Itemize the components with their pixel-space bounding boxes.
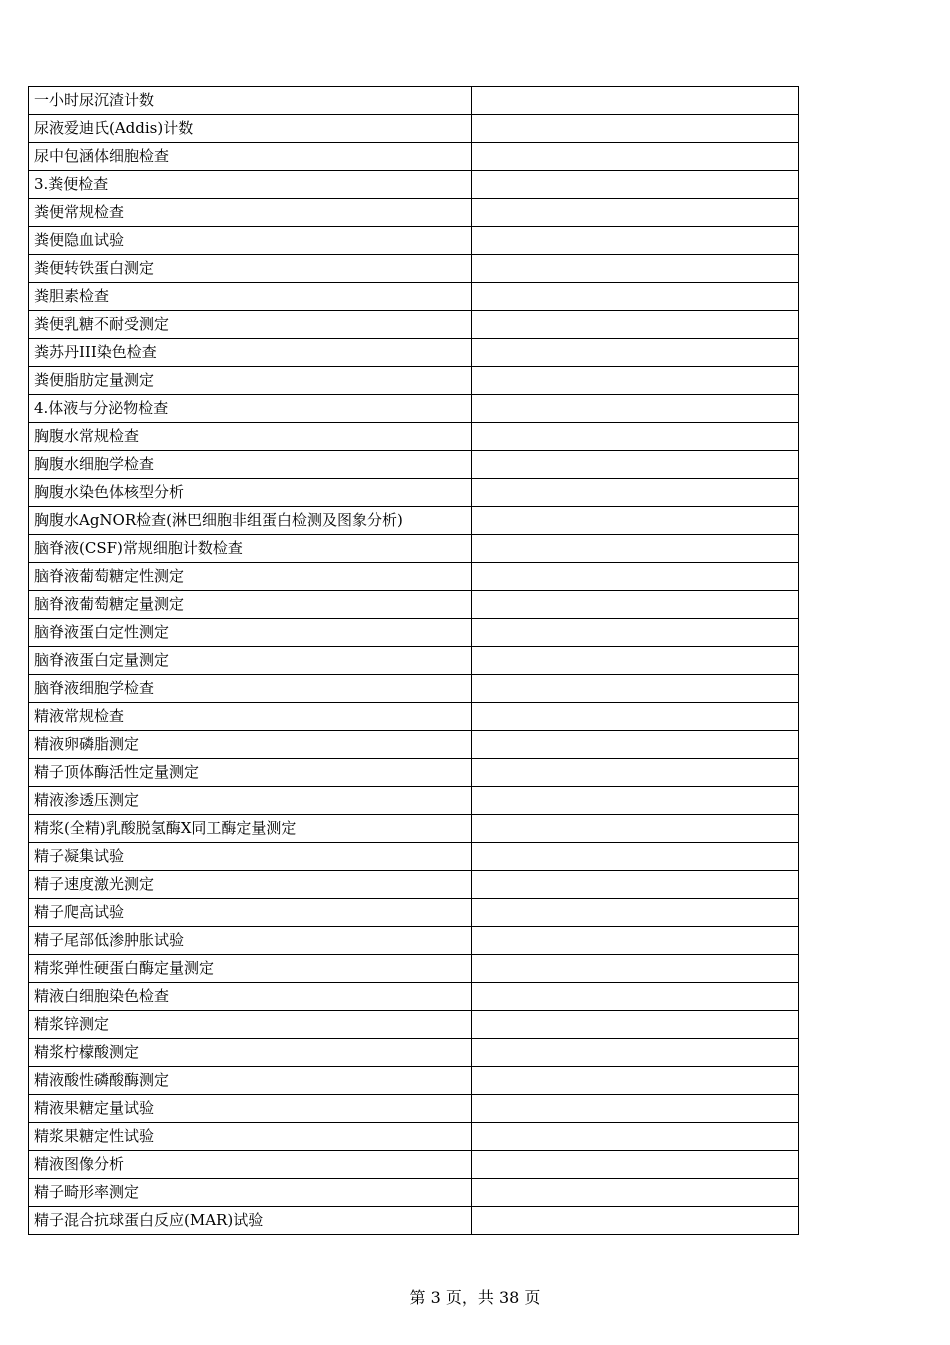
table-row	[29, 787, 799, 815]
item-name-cell: 精子爬高试验	[29, 899, 472, 927]
table-row	[29, 367, 799, 395]
table-row	[29, 899, 799, 927]
table-row	[29, 1123, 799, 1151]
table-row	[29, 1067, 799, 1095]
empty-value-cell	[472, 395, 799, 423]
table-row	[29, 675, 799, 703]
item-name-cell: 精子顶体酶活性定量测定	[29, 759, 472, 787]
item-name-cell: 精子速度激光测定	[29, 871, 472, 899]
table-row	[29, 171, 799, 199]
empty-value-cell	[472, 87, 799, 115]
empty-value-cell	[472, 1179, 799, 1207]
table-row	[29, 227, 799, 255]
table-row	[29, 143, 799, 171]
empty-value-cell	[472, 675, 799, 703]
item-name-cell: 胸腹水细胞学检查	[29, 451, 472, 479]
item-name-cell: 粪便乳糖不耐受测定	[29, 311, 472, 339]
item-name-cell: 精液图像分析	[29, 1151, 472, 1179]
empty-value-cell	[472, 563, 799, 591]
empty-value-cell	[472, 843, 799, 871]
table-row	[29, 87, 799, 115]
item-name-cell: 粪便脂肪定量测定	[29, 367, 472, 395]
empty-value-cell	[472, 143, 799, 171]
item-name-cell: 精液渗透压测定	[29, 787, 472, 815]
table-row	[29, 311, 799, 339]
item-name-cell: 精液卵磷脂测定	[29, 731, 472, 759]
item-name-cell: 精子混合抗球蛋白反应(MAR)试验	[29, 1207, 472, 1235]
item-name-cell: 粪便常规检查	[29, 199, 472, 227]
item-name-cell: 胸腹水常规检查	[29, 423, 472, 451]
empty-value-cell	[472, 199, 799, 227]
table-row	[29, 843, 799, 871]
item-name-cell: 胸腹水染色体核型分析	[29, 479, 472, 507]
empty-value-cell	[472, 535, 799, 563]
item-name-cell: 脑脊液葡萄糖定量测定	[29, 591, 472, 619]
item-name-cell: 粪胆素检查	[29, 283, 472, 311]
table-row	[29, 451, 799, 479]
empty-value-cell	[472, 227, 799, 255]
empty-value-cell	[472, 1207, 799, 1235]
empty-value-cell	[472, 171, 799, 199]
table-row	[29, 871, 799, 899]
table-row	[29, 647, 799, 675]
table-row	[29, 535, 799, 563]
item-name-cell: 精浆(全精)乳酸脱氢酶X同工酶定量测定	[29, 815, 472, 843]
item-name-cell: 精子畸形率测定	[29, 1179, 472, 1207]
empty-value-cell	[472, 367, 799, 395]
table-row	[29, 1039, 799, 1067]
table-row	[29, 1179, 799, 1207]
item-name-cell: 精液酸性磷酸酶测定	[29, 1067, 472, 1095]
table-row	[29, 283, 799, 311]
item-name-cell: 精液常规检查	[29, 703, 472, 731]
item-name-cell: 脑脊液蛋白定量测定	[29, 647, 472, 675]
item-name-cell: 精子尾部低渗肿胀试验	[29, 927, 472, 955]
item-name-cell: 胸腹水AgNOR检查(淋巴细胞非组蛋白检测及图象分析)	[29, 507, 472, 535]
item-name-cell: 3.粪便检查	[29, 171, 472, 199]
empty-value-cell	[472, 591, 799, 619]
empty-value-cell	[472, 871, 799, 899]
item-name-cell: 粪便转铁蛋白测定	[29, 255, 472, 283]
empty-value-cell	[472, 283, 799, 311]
empty-value-cell	[472, 1011, 799, 1039]
table-row	[29, 395, 799, 423]
empty-value-cell	[472, 451, 799, 479]
item-name-cell: 脑脊液(CSF)常规细胞计数检查	[29, 535, 472, 563]
table-row	[29, 115, 799, 143]
table-row	[29, 591, 799, 619]
empty-value-cell	[472, 983, 799, 1011]
table-row	[29, 479, 799, 507]
table-row	[29, 731, 799, 759]
item-name-cell: 精浆柠檬酸测定	[29, 1039, 472, 1067]
table-row	[29, 563, 799, 591]
table-row	[29, 255, 799, 283]
table-row	[29, 507, 799, 535]
empty-value-cell	[472, 339, 799, 367]
table-row	[29, 1011, 799, 1039]
empty-value-cell	[472, 311, 799, 339]
item-name-cell: 脑脊液葡萄糖定性测定	[29, 563, 472, 591]
item-name-cell: 精子凝集试验	[29, 843, 472, 871]
empty-value-cell	[472, 1095, 799, 1123]
empty-value-cell	[472, 507, 799, 535]
item-name-cell: 一小时尿沉渣计数	[29, 87, 472, 115]
empty-value-cell	[472, 1039, 799, 1067]
item-name-cell: 精液白细胞染色检查	[29, 983, 472, 1011]
item-name-cell: 脑脊液细胞学检查	[29, 675, 472, 703]
table-row	[29, 1151, 799, 1179]
empty-value-cell	[472, 731, 799, 759]
table-row	[29, 339, 799, 367]
exam-items-table	[28, 86, 799, 1235]
page-footer: 第 3 页，共 38 页	[409, 1288, 541, 1307]
empty-value-cell	[472, 787, 799, 815]
empty-value-cell	[472, 927, 799, 955]
item-name-cell: 精浆弹性硬蛋白酶定量测定	[29, 955, 472, 983]
empty-value-cell	[472, 759, 799, 787]
item-name-cell: 脑脊液蛋白定性测定	[29, 619, 472, 647]
item-name-cell: 精浆锌测定	[29, 1011, 472, 1039]
empty-value-cell	[472, 815, 799, 843]
table-row	[29, 199, 799, 227]
empty-value-cell	[472, 1123, 799, 1151]
table-row	[29, 1207, 799, 1235]
table-row	[29, 759, 799, 787]
item-name-cell: 粪便隐血试验	[29, 227, 472, 255]
table-row	[29, 955, 799, 983]
empty-value-cell	[472, 115, 799, 143]
table-row	[29, 1095, 799, 1123]
empty-value-cell	[472, 423, 799, 451]
item-name-cell: 精液果糖定量试验	[29, 1095, 472, 1123]
table-row	[29, 703, 799, 731]
item-name-cell: 尿液爱迪氏(Addis)计数	[29, 115, 472, 143]
empty-value-cell	[472, 1151, 799, 1179]
table-row	[29, 815, 799, 843]
empty-value-cell	[472, 479, 799, 507]
empty-value-cell	[472, 955, 799, 983]
item-name-cell: 尿中包涵体细胞检查	[29, 143, 472, 171]
item-name-cell: 精浆果糖定性试验	[29, 1123, 472, 1151]
empty-value-cell	[472, 619, 799, 647]
empty-value-cell	[472, 647, 799, 675]
empty-value-cell	[472, 703, 799, 731]
empty-value-cell	[472, 1067, 799, 1095]
table-body	[29, 87, 799, 1235]
item-name-cell: 4.体液与分泌物检查	[29, 395, 472, 423]
table-row	[29, 619, 799, 647]
empty-value-cell	[472, 899, 799, 927]
empty-value-cell	[472, 255, 799, 283]
table-row	[29, 423, 799, 451]
table-row	[29, 983, 799, 1011]
table-row	[29, 927, 799, 955]
item-name-cell: 粪苏丹III染色检查	[29, 339, 472, 367]
